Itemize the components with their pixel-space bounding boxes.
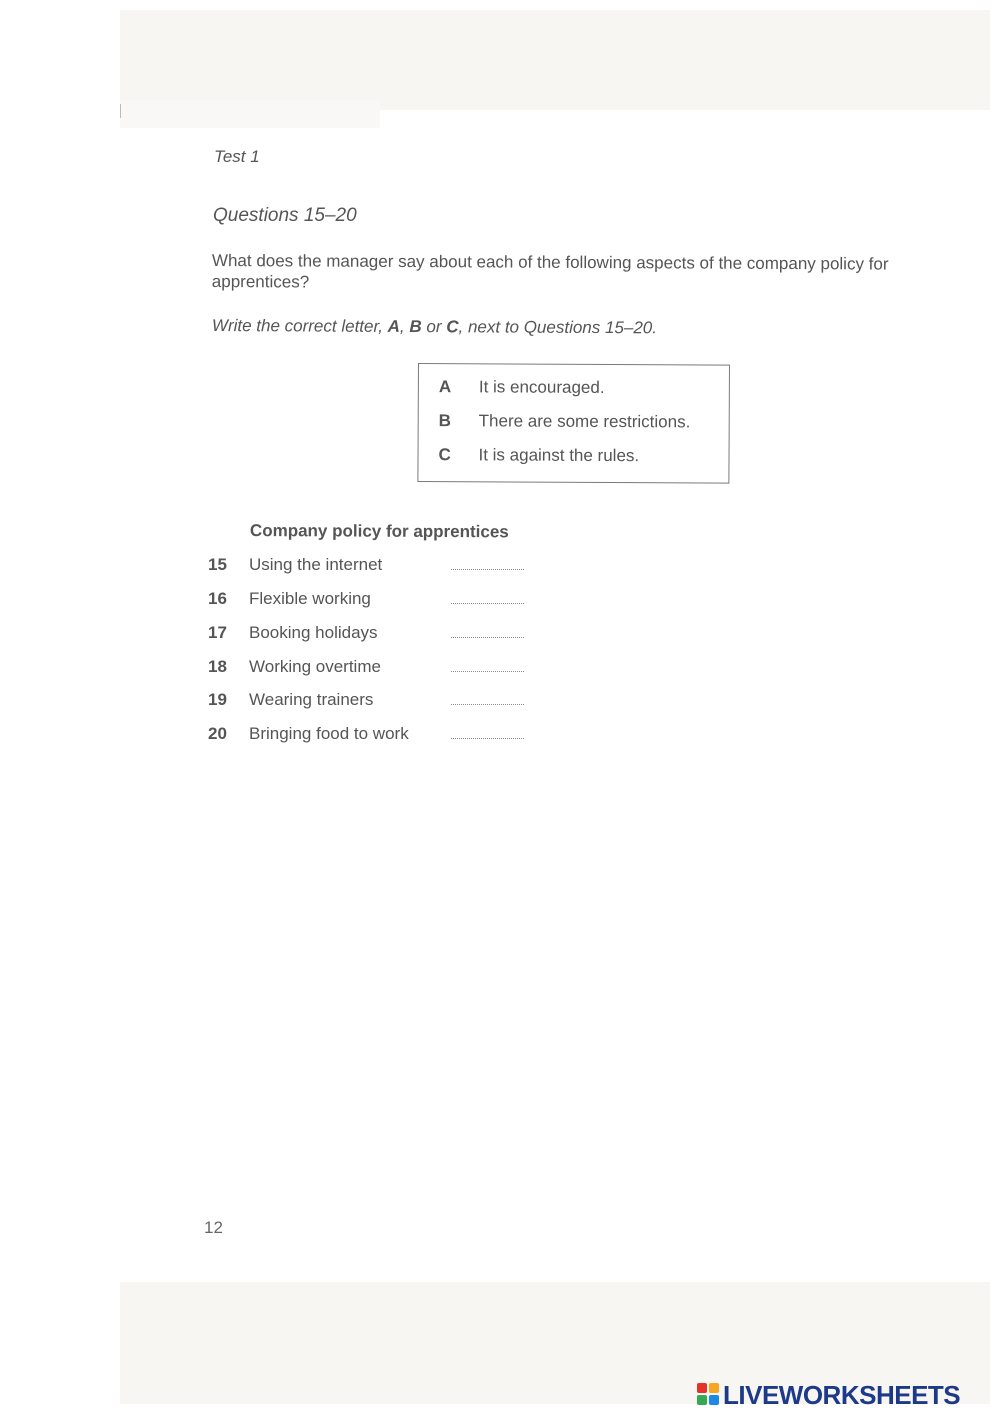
answer-blank[interactable] <box>451 704 524 705</box>
logo-square-icon <box>709 1383 719 1393</box>
policy-heading: Company policy for apprentices <box>249 521 509 542</box>
question-number: 18 <box>208 657 227 676</box>
question-number: 20 <box>208 724 227 743</box>
instruction-prefix: Write the correct letter, <box>211 316 388 336</box>
answer-blank[interactable] <box>451 569 524 570</box>
question-label: Wearing trainers <box>249 690 374 709</box>
option-letter: C <box>438 445 451 465</box>
question-number: 19 <box>208 690 227 709</box>
scan-crop-mark <box>120 104 121 118</box>
question-label: Flexible working <box>249 589 371 608</box>
question-prompt: What does the manager say about each of the following aspects of the company policy for apprentices? <box>211 250 889 292</box>
scan-shadow-top <box>120 10 990 110</box>
question-label: Bringing food to work <box>249 724 409 743</box>
instruction-sep2: or <box>421 317 447 337</box>
instruction-letter-c: C <box>446 317 459 337</box>
instruction-letter-a: A <box>387 316 401 336</box>
options-box <box>417 363 730 484</box>
scan-shadow-top-left <box>120 100 380 128</box>
option-letter: A <box>438 377 452 397</box>
option-a <box>439 377 605 400</box>
option-text: There are some restrictions. <box>478 411 691 432</box>
option-letter: B <box>438 411 452 431</box>
instruction-suffix: , next to Questions 15–20. <box>458 317 658 338</box>
question-label: Working overtime <box>249 657 381 676</box>
option-c <box>438 445 639 468</box>
question-number: 15 <box>208 555 227 574</box>
question-number: 17 <box>208 623 227 642</box>
instruction-letter-b: B <box>409 317 422 337</box>
question-label: Using the internet <box>249 555 383 574</box>
logo-square-icon <box>709 1395 719 1405</box>
answer-blank[interactable] <box>451 603 524 604</box>
liveworksheets-logo-icon <box>697 1383 721 1407</box>
page-number: 12 <box>204 1218 223 1237</box>
answer-blank[interactable] <box>451 637 524 638</box>
answer-blank[interactable] <box>451 738 524 739</box>
question-number: 16 <box>208 589 227 608</box>
instruction <box>212 316 657 338</box>
logo-square-icon <box>697 1395 707 1405</box>
test-label: Test 1 <box>214 147 260 166</box>
instruction-sep1: , <box>399 316 410 337</box>
question-label: Booking holidays <box>249 623 378 642</box>
option-text: It is against the rules. <box>478 445 640 466</box>
watermark-text: LIVEWORKSHEETS <box>723 1379 961 1410</box>
option-b <box>439 411 691 434</box>
answer-blank[interactable] <box>451 671 524 672</box>
logo-square-icon <box>697 1383 707 1393</box>
questions-title: Questions 15–20 <box>213 205 357 226</box>
liveworksheets-watermark <box>697 1380 960 1410</box>
option-text: It is encouraged. <box>478 377 605 397</box>
